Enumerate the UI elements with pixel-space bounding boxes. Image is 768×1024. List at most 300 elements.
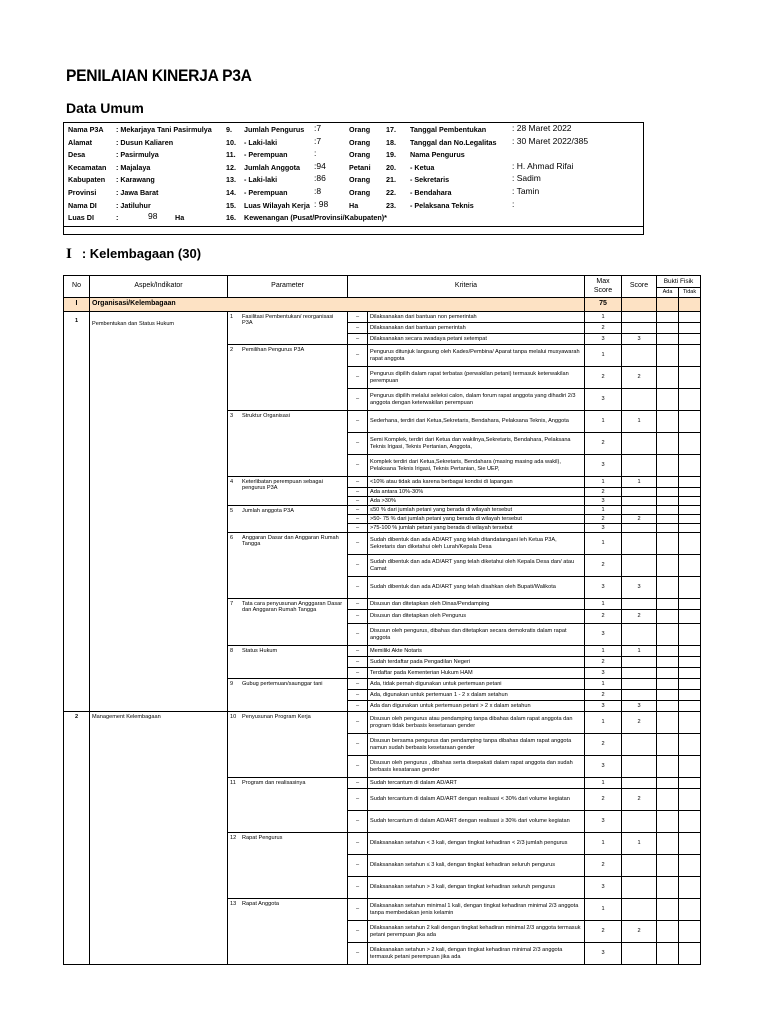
bukti-tidak[interactable] [679,701,701,712]
score-empty [622,455,657,477]
bukti-tidak[interactable] [679,515,701,524]
info-value: : [512,198,515,209]
bukti-tidak[interactable] [679,455,701,477]
criteria-max-score: 1 [585,646,622,657]
info-no: 13. [226,175,236,185]
criteria-text: Sudah dibentuk dan ada AD/ART yang telah disahkan oleh Bupati/Walikota [368,577,585,599]
info-label: Desa [68,150,86,160]
parameter-cell [228,599,348,646]
info-no: 22. [386,188,396,197]
bukti-tidak[interactable] [679,555,701,577]
parameter-cell [228,477,348,506]
criteria-text: ≤50 % dari jumlah petani yang berada di wilayah tersebut [368,506,585,515]
score-empty [622,389,657,411]
bukti-tidak[interactable] [679,899,701,921]
bukti-tidak[interactable] [679,855,701,877]
bukti-ada[interactable] [657,433,679,455]
bukti-ada[interactable] [657,555,679,577]
score-value: 2 [622,610,657,624]
criteria-bullet: – [348,734,368,756]
bukti-tidak[interactable] [679,488,701,497]
info-value: : Majalaya [116,162,151,172]
info-unit: Ha [175,213,185,223]
bukti-ada[interactable] [657,334,679,345]
score-value: 2 [622,789,657,811]
criteria-bullet: – [348,756,368,778]
criteria-bullet: – [348,433,368,455]
info-label: Kecamatan [68,162,107,172]
bukti-tidak[interactable] [679,789,701,811]
parameter-label: Tata cara penyusunan Angggaran Dasar dan Anggaran Rumah Tangga [242,601,343,614]
info-value: : [116,213,119,223]
bukti-tidak[interactable] [679,577,701,599]
info-label: - Perempuan [244,150,288,160]
info-label: Tanggal dan No.Legalitas [410,137,497,147]
criteria-bullet: – [348,506,368,515]
bukti-tidak[interactable] [679,646,701,657]
bukti-tidak[interactable] [679,690,701,701]
bukti-tidak[interactable] [679,524,701,533]
bukti-tidak[interactable] [679,778,701,789]
bukti-tidak[interactable] [679,943,701,965]
info-no: 15. [226,200,236,210]
bukti-tidak[interactable] [679,712,701,734]
header-parameter: Parameter [228,276,348,298]
criteria-bullet: – [348,455,368,477]
criteria-max-score: 2 [585,855,622,877]
score-empty [622,599,657,610]
criteria-text: Disusun oleh pengurus, dibahas dan ditetapkan secara demokratis dalam rapat anggota [368,624,585,646]
bukti-ada[interactable] [657,411,679,433]
info-no: 9. [226,125,232,134]
info-row [64,135,643,150]
criteria-text: Ada >30% [368,497,585,506]
score-empty [622,345,657,367]
parameter-label: Pemilihan Pengurus P3A [242,347,305,353]
criteria-max-score: 2 [585,690,622,701]
band-label: Organisasi/Kelembagaan [90,298,585,312]
bukti-ada[interactable] [657,668,679,679]
criteria-text: Komplek terdiri dari Ketua,Sekretaris, Bendahara (masing masing ada wakil), Pelaksana Teknis Irigasi, Teknis Pertanian, Sie UEP, [368,455,585,477]
info-value: : Mekarjaya Tani Pasirmulya [116,125,212,134]
criteria-text: Sudah dibentuk dan ada AD/ART yang telah diketahui oleh Kepala Desa dan/ atau Camat [368,555,585,577]
bukti-ada[interactable] [657,833,679,855]
band-row [64,298,701,312]
bukti-ada[interactable] [657,497,679,506]
bukti-tidak[interactable] [679,312,701,323]
criteria-max-score: 2 [585,921,622,943]
bukti-ada[interactable] [657,734,679,756]
score-value: 2 [622,921,657,943]
bukti-ada[interactable] [657,690,679,701]
parameter-no: 4 [230,479,234,485]
info-label: - Laki-laki [244,137,278,147]
criteria-text: Disusun bersama pengurus dan pendamping tanpa dibahas dalam rapat anggota namun sudah berbasis kesetaraan gender [368,734,585,756]
info-row [64,213,643,225]
bukti-tidak[interactable] [679,833,701,855]
score-empty [622,323,657,334]
criteria-text: Pengurus ditunjuk langsung oleh Kades/Pembina/ Aparat tanpa melalui musyawarah rapat anggota [368,345,585,367]
info-divider [64,226,643,227]
criteria-bullet: – [348,497,368,506]
info-no: 10. [226,137,236,147]
criteria-max-score: 3 [585,877,622,899]
criteria-text: Dilaksanakan setahun 2 kali dengan tingkat kehadiran minimal 2/3 anggota termasuk petani perempuan jika ada [368,921,585,943]
score-value: 1 [622,646,657,657]
criteria-max-score: 1 [585,899,622,921]
bukti-ada[interactable] [657,899,679,921]
score-empty [622,811,657,833]
info-unit: Petani [349,162,371,172]
info-value: :86 [314,173,326,184]
criteria-max-score: 3 [585,756,622,778]
parameter-no: 13 [230,901,237,907]
bukti-ada[interactable] [657,477,679,488]
parameter-cell [228,411,348,477]
parameter-no: 2 [230,347,234,353]
parameter-no: 1 [230,314,234,320]
criteria-max-score: 3 [585,389,622,411]
bukti-ada[interactable] [657,610,679,624]
info-label: - Ketua [410,162,435,172]
header-aspek: Aspek/Indikator [90,276,228,298]
info-no: 12. [226,162,236,172]
criteria-max-score: 2 [585,789,622,811]
score-empty [622,690,657,701]
criteria-max-score: 2 [585,734,622,756]
criteria-text: Sudah tercantum di dalam AD/ART dengan realisasi ≥ 30% dari volume kegiatan [368,811,585,833]
bukti-ada[interactable] [657,533,679,555]
criteria-bullet: – [348,668,368,679]
info-value: : 98 [314,198,329,209]
criteria-max-score: 1 [585,599,622,610]
info-label: Alamat [68,137,92,147]
criteria-text: >75-100 % jumlah petani yang berada di wilayah tersebut [368,524,585,533]
parameter-no: 7 [230,601,234,607]
header-bukti-fisik: Bukti Fisik [657,276,701,288]
score-value: 1 [622,477,657,488]
info-no: 17. [386,125,396,134]
score-value: 3 [622,334,657,345]
bukti-tidak[interactable] [679,506,701,515]
criteria-text: Disusun dan ditetapkan oleh Pengurus [368,610,585,624]
bukti-tidak[interactable] [679,411,701,433]
info-row [64,175,643,187]
parameter-no: 9 [230,681,234,687]
parameter-no: 5 [230,508,234,514]
info-label: - Perempuan [244,188,288,197]
bukti-ada[interactable] [657,877,679,899]
info-no: 21. [386,175,396,185]
section-heading [66,246,201,263]
info-row [64,160,643,175]
info-label: - Bendahara [410,188,452,197]
info-no: 14. [226,188,236,197]
info-no: 23. [386,200,396,210]
criteria-text: Sederhana, terdiri dari Ketua,Sekretaris, Bendahara, Pelaksana Teknis, Anggota [368,411,585,433]
score-empty [622,778,657,789]
criteria-max-score: 2 [585,433,622,455]
criteria-max-score: 1 [585,345,622,367]
criteria-bullet: – [348,921,368,943]
info-value: : Pasirmulya [116,150,159,160]
score-empty [622,877,657,899]
bukti-tidak[interactable] [679,389,701,411]
parameter-cell [228,533,348,599]
info-label: Provinsi [68,188,97,197]
table-row [64,712,701,734]
criteria-text: Sudah dibentuk dan ada AD/ART yang telah ditandatangani leh Ketua P3A, Sekretaris dan diketahui oleh Lurah/Kepala Desa [368,533,585,555]
bukti-tidak[interactable] [679,877,701,899]
info-value: : 28 Maret 2022 [512,123,572,133]
parameter-cell [228,506,348,533]
criteria-bullet: – [348,690,368,701]
criteria-text: Dilaksanakan setahun > 2 kali, dengan tingkat kehadiran minimal 2/3 anggota termasuk petani perempuan jika ada [368,943,585,965]
header-max-score: Max Score [585,276,622,298]
criteria-max-score: 1 [585,833,622,855]
bukti-tidak[interactable] [679,367,701,389]
score-value: 2 [622,712,657,734]
criteria-text: <10% atau tidak ada karena berbagai kondisi di lapangan [368,477,585,488]
header-tidak: Tidak [679,288,701,298]
criteria-text: Sudah tercantum di dalam AD/ART [368,778,585,789]
bukti-ada[interactable] [657,943,679,965]
bukti-ada[interactable] [657,488,679,497]
bukti-ada[interactable] [657,778,679,789]
info-no: 19. [386,150,396,160]
score-value: 1 [622,411,657,433]
criteria-bullet: – [348,524,368,533]
bukti-tidak[interactable] [679,679,701,690]
criteria-max-score: 2 [585,488,622,497]
score-value: 1 [622,833,657,855]
parameter-no: 12 [230,835,237,841]
bukti-ada[interactable] [657,506,679,515]
score-empty [622,899,657,921]
bukti-tidak[interactable] [679,811,701,833]
criteria-text: Dilaksanakan setahun minimal 1 kali, dengan tingkat kehadiran minimal 2/3 anggota tanpa membedakan jenis kelamin [368,899,585,921]
criteria-text: Ada antara 10%-30% [368,488,585,497]
criteria-bullet: – [348,599,368,610]
parameter-no: 6 [230,535,234,541]
parameter-label: Rapat Anggota [242,901,280,907]
info-row [64,188,643,200]
parameter-label: Keterlibatan perempuan sebagai pengurus P3A [242,479,323,492]
criteria-max-score: 1 [585,533,622,555]
info-label: Nama DI [68,200,97,210]
info-label: Kabupaten [68,175,106,185]
criteria-text: >50- 75 % dari jumlah petani yang berada di wilayah tersebut [368,515,585,524]
score-empty [622,855,657,877]
criteria-text: Dilaksanakan dari bantuan pemerintah [368,323,585,334]
bukti-tidak[interactable] [679,657,701,668]
parameter-label: Fasilitasi Pembentukan/ reorganisasi P3A [242,314,334,327]
info-label: Kewenangan (Pusat/Provinsi/Kabupaten)* [244,213,387,223]
criteria-text: Disusun dan ditetapkan oleh Dinas/Pendamping [368,599,585,610]
bukti-ada[interactable] [657,312,679,323]
parameter-cell [228,833,348,899]
bukti-ada[interactable] [657,515,679,524]
score-empty [622,533,657,555]
criteria-bullet: – [348,811,368,833]
bukti-tidak[interactable] [679,533,701,555]
criteria-bullet: – [348,345,368,367]
bukti-ada[interactable] [657,345,679,367]
score-value: 2 [622,515,657,524]
bukti-ada[interactable] [657,599,679,610]
header-kriteria: Kriteria [348,276,585,298]
criteria-text: Disusun oleh pengurus , dibahas serta disepakati dalam rapat anggota dan sudah berbasis kesataraan gender [368,756,585,778]
bukti-ada[interactable] [657,524,679,533]
info-unit: Orang [349,125,371,134]
info-value: : Tamin [512,186,540,196]
criteria-bullet: – [348,646,368,657]
info-no: 20. [386,162,396,172]
criteria-max-score: 3 [585,497,622,506]
info-value: : Jawa Barat [116,188,159,197]
criteria-max-score: 3 [585,524,622,533]
table-row [64,312,701,323]
score-value: 3 [622,701,657,712]
bukti-ada[interactable] [657,756,679,778]
bukti-tidak[interactable] [679,345,701,367]
criteria-bullet: – [348,877,368,899]
parameter-no: 8 [230,648,234,654]
bukti-ada[interactable] [657,679,679,690]
score-empty [622,524,657,533]
criteria-text: Dilaksanakan setahun ≤ 3 kali, dengan tingkat kehadiran seluruh pengurus [368,855,585,877]
score-empty [622,679,657,690]
parameter-label: Gubug pertemuan/saunggar tani [242,681,323,687]
bukti-ada[interactable] [657,855,679,877]
bukti-ada[interactable] [657,811,679,833]
criteria-bullet: – [348,334,368,345]
bukti-tidak[interactable] [679,323,701,334]
criteria-max-score: 3 [585,577,622,599]
criteria-text: Memiliki Akte Notaris [368,646,585,657]
bukti-ada[interactable] [657,624,679,646]
info-row [64,198,643,213]
band-no: I [64,298,90,312]
assessment-table [63,275,701,965]
criteria-max-score: 1 [585,679,622,690]
bukti-ada[interactable] [657,367,679,389]
info-unit: Orang [349,188,371,197]
bukti-ada[interactable] [657,657,679,668]
info-label: Jumlah Anggota [244,162,301,172]
parameter-label: Jumlah anggota P3A [242,508,294,514]
info-no: 18. [386,137,396,147]
info-label: Luas Wilayah Kerja [244,200,310,210]
info-value: :94 [314,160,326,171]
bukti-tidak[interactable] [679,610,701,624]
bukti-ada[interactable] [657,323,679,334]
bukti-ada[interactable] [657,789,679,811]
bukti-tidak[interactable] [679,334,701,345]
criteria-text: Terdaftar pada Kementerian Hukum HAM [368,668,585,679]
bukti-ada[interactable] [657,577,679,599]
bukti-ada[interactable] [657,921,679,943]
info-value: : H. Ahmad Rifai [512,160,574,171]
bukti-tidak[interactable] [679,756,701,778]
bukti-tidak[interactable] [679,624,701,646]
parameter-no: 11 [230,780,236,786]
bukti-tidak[interactable] [679,477,701,488]
criteria-bullet: – [348,577,368,599]
bukti-ada[interactable] [657,701,679,712]
bukti-ada[interactable] [657,712,679,734]
info-value: : Karawang [116,175,155,185]
parameter-label: Anggaran Dasar dan Anggaran Rumah Tangga [242,535,339,548]
criteria-bullet: – [348,610,368,624]
parameter-no: 10 [230,714,237,720]
parameter-cell [228,679,348,712]
bukti-ada[interactable] [657,646,679,657]
bukti-ada[interactable] [657,389,679,411]
score-empty [622,756,657,778]
info-value: :8 [314,186,322,196]
criteria-bullet: – [348,899,368,921]
criteria-max-score: 3 [585,624,622,646]
score-empty [622,433,657,455]
criteria-max-score: 1 [585,411,622,433]
score-empty [622,555,657,577]
criteria-bullet: – [348,657,368,668]
parameter-label: Struktur Organisasi [242,413,290,419]
general-data-box [63,122,644,235]
criteria-text: Dilaksanakan dari bantuan non pemerintah [368,312,585,323]
criteria-bullet: – [348,778,368,789]
info-number: 98 [148,211,158,222]
info-value: : 30 Maret 2022/385 [512,135,589,146]
bukti-tidak[interactable] [679,668,701,679]
bukti-tidak[interactable] [679,734,701,756]
criteria-bullet: – [348,624,368,646]
info-label: Tanggal Pembentukan [410,125,487,134]
criteria-bullet: – [348,533,368,555]
section-label: : Kelembagaan (30) [81,246,202,261]
info-value: :7 [314,123,322,133]
bukti-tidak[interactable] [679,599,701,610]
header-no: No [64,276,90,298]
header-score: Score [622,276,657,298]
criteria-bullet: – [348,515,368,524]
score-empty [622,312,657,323]
parameter-cell [228,345,348,411]
info-unit: Orang [349,137,371,147]
score-empty [622,488,657,497]
criteria-bullet: – [348,312,368,323]
criteria-max-score: 3 [585,701,622,712]
bukti-tidak[interactable] [679,433,701,455]
page-title: PENILAIAN KINERJA P3A [66,66,252,85]
criteria-max-score: 2 [585,657,622,668]
info-label: - Sekretaris [410,175,450,185]
criteria-text: Dilaksanakan setahun > 3 kali, dengan tingkat kehadiran seluruh pengurus [368,877,585,899]
score-empty [622,497,657,506]
criteria-text: Pengurus dipilih melalui seleksi calon, dalam forum rapat anggota yang dihadiri 2/3 anggota dengan keterwakilan perempuan [368,389,585,411]
parameter-label: Rapat Pengurus [242,835,283,841]
criteria-max-score: 3 [585,334,622,345]
criteria-bullet: – [348,488,368,497]
bukti-ada[interactable] [657,455,679,477]
score-value: 2 [622,367,657,389]
criteria-text: Pengurus dipilih dalam rapat terbatas (perwakilan petani) termasuk keterwakilan perempuan [368,367,585,389]
bukti-tidak[interactable] [679,497,701,506]
parameter-cell [228,778,348,833]
bukti-tidak[interactable] [679,921,701,943]
criteria-text: Sudah tercantum di dalam AD/ART dengan realisasi < 30% dari volume kegiatan [368,789,585,811]
